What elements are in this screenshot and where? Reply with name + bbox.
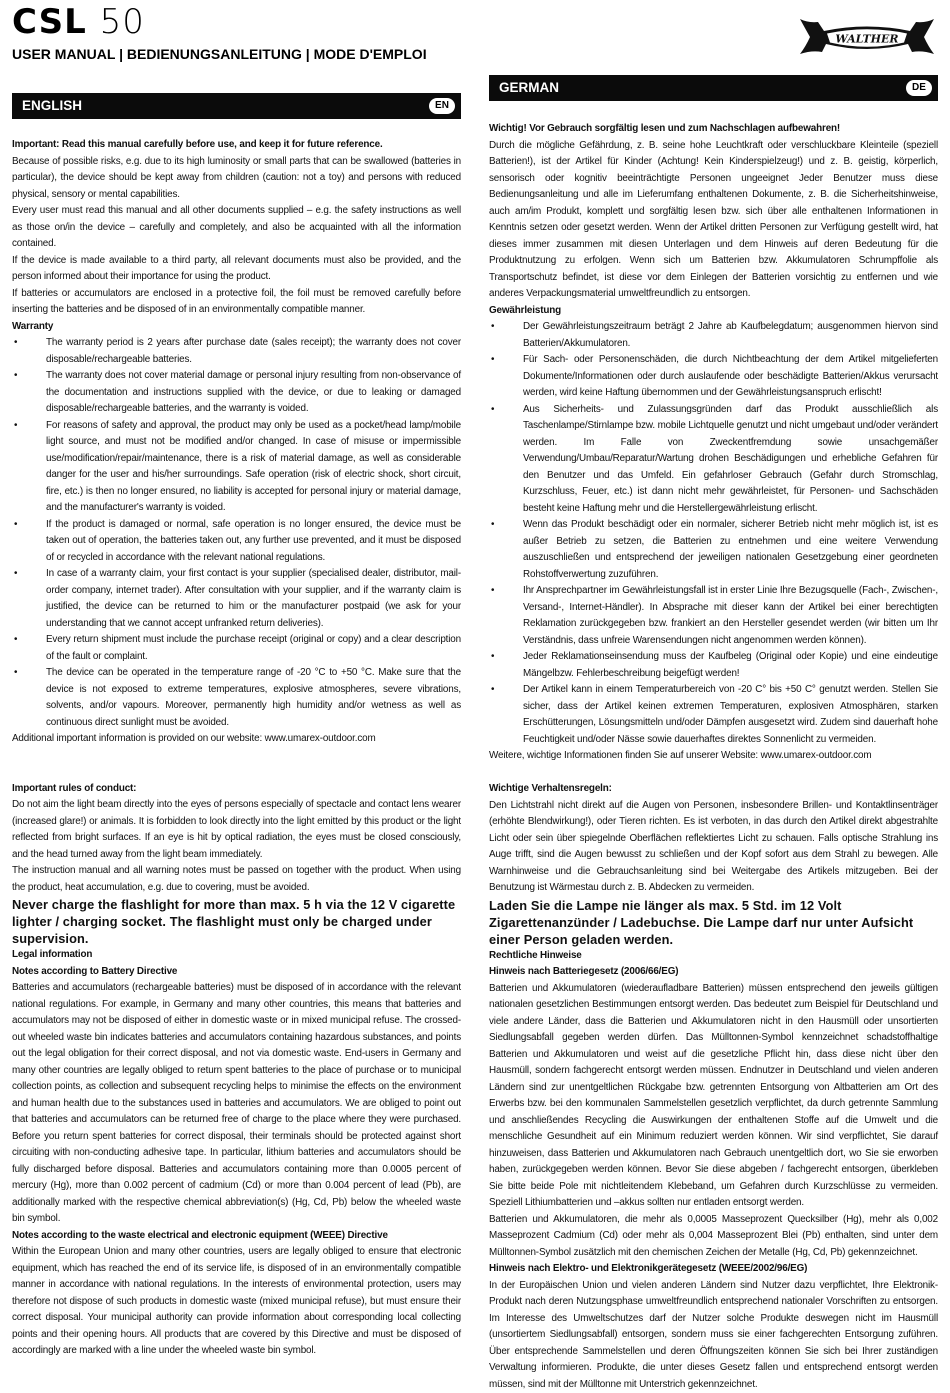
paragraph: If the device is made available to a third party, all relevant documents must also be provided, and the person informed about their importance for using the product. — [12, 253, 461, 286]
document-subtitle: USER MANUAL | BEDIENUNGSANLEITUNG | MODE D'EMPLOI — [12, 45, 427, 63]
list-item: • Every return shipment must include the purchase receipt (original or copy) and a clear description of the fault or complaint. — [12, 632, 461, 665]
german-section — [489, 75, 938, 1393]
list-item: • Wenn das Produkt beschädigt oder ein normaler, sicherer Betrieb nicht mehr möglich ist, ist es außer Betrieb zu setzen, die Batterien zu entnehmen und eine weitere Verwendung auszuschließen und entsprechend der jeweiligen nationalen Gesetzgebung einer geordneten Rohstoffverwertung zuzuführen. — [489, 517, 938, 583]
battery-heading: Hinweis nach Batteriegesetz (2006/66/EG) — [489, 964, 938, 981]
charge-warning: Laden Sie die Lampe nie länger als max. 5 Std. im 12 Volt Zigarettenanzünder / Ladebuchse. Die Lampe darf nur unter Aufsicht einer Person geladen werden. — [489, 897, 938, 948]
list-item: • The warranty period is 2 years after purchase date (sales receipt); the warranty does not cover disposable/rechargeable batteries. — [12, 335, 461, 368]
list-item: • Ihr Ansprechpartner im Gewährleistungsfall ist in erster Linie Ihre Bezugsquelle (Fach-, Zwischen-, Versand-, Internet-Händler). In Absprache mit dieser kann der Artikel bei einer berechtigten Reklamation zurückgegeben bzw. frankiert an den Hersteller gesendet werden (wir bitten um Ihr Verständnis, dass unfreie Warensendungen nicht angenommen werden können). — [489, 583, 938, 649]
paragraph: If batteries or accumulators are enclosed in a protective foil, the foil must be removed carefully before inserting the batteries and be disposed of in an environmentally compatible manner. — [12, 286, 461, 319]
conduct-heading: Important rules of conduct: — [12, 781, 461, 798]
weee-heading: Hinweis nach Elektro- und Elektronikgerätegesetz (WEEE/2002/96/EG) — [489, 1261, 938, 1278]
weee-heading: Notes according to the waste electrical and electronic equipment (WEEE) Directive — [12, 1228, 461, 1245]
paragraph: Every user must read this manual and all other documents supplied – e.g. the safety instructions as well as those on/in the device – carefully and completely, and also be acquainted with all the information contained. — [12, 203, 461, 253]
legal-heading: Legal information — [12, 947, 461, 964]
section-heading: GERMAN — [499, 80, 559, 95]
website-note: Weitere, wichtige Informationen finden Sie auf unserer Website: www.umarex-outdoor.com — [489, 748, 938, 765]
section-heading: ENGLISH — [22, 98, 82, 113]
list-item: • Der Artikel kann in einem Temperaturbereich von -20 C° bis +50 C° genutzt werden. Stellen Sie sicher, dass der Artikel keinen extremen Temperaturen, explosiven Atmosphären, starken Erschütterungen, Lösungsmitteln und/oder Dämpfen ausgesetzt wird. Zudem sind dauerhaft hohe Feuchtigkeit und/oder Nässe sowie dauerhaftes direktes Sonnenlicht zu vermeiden. — [489, 682, 938, 748]
warranty-list — [489, 319, 938, 748]
paragraph: Batterien und Akkumulatoren, die mehr als 0,0005 Masseprozent Quecksilber (Hg), mehr als 0,002 Masseprozent Cadmium (Cd) oder mehr als 0,004 Masseprozent Blei (Pb) enthalten, sind unter dem Mülltonnen-Symbol zusätzlich mit den chemischen Zeichen der Metalle (Hg, Cd, Pb) gekennzeichnet. — [489, 1212, 938, 1262]
list-item: • Aus Sicherheits- und Zulassungsgründen darf das Produkt ausschließlich als Taschenlampe/Stirnlampe bzw. mobile Lichtquelle genutzt und nicht umgebaut und/oder verändert werden. Im Falle von Zweckentfremdung sowie unsachgemäßer Verwendung/Umbau/Reparatur/Wartung drohen Beschädigungen und erhebliche Gefahren für den Benutzer und das Umfeld. Ein gefahrloser Gebrauch (Gefahr durch Stromschlag, Kurzschluss, Feuer, etc.) ist dann nicht mehr gewährleistet, für Personen- und Sachschäden besteht keine Haftung mehr und die Herstellergewährleistung erlischt. — [489, 402, 938, 518]
charge-warning: Never charge the flashlight for more than max. 5 h via the 12 V cigarette lighter / charging socket. The flashlight must only be charged under supervision. — [12, 896, 461, 947]
paragraph: Den Lichtstrahl nicht direkt auf die Augen von Personen, insbesondere Brillen- und Kontaktlinsenträger (erhöhte Blendwirkung!), oder Tieren richten. Es ist verboten, in das durch den Artikel direkt abgestrahlte Licht oder sein über spiegelnde Oberflächen reflektiertes Licht zu schauen. Falls optische Strahlung ins Auge trifft, sind die Augen bewusst zu schließen und der Kopf sofort aus dem Strahl zu bewegen. Alle Warnhinweise und die Gebrauchsanleitung sind bei Weitergabe des Artikels mitzugeben. Bei der Benutzung ist Wärmestau durch z. B. Abdecken zu vermeiden. — [489, 798, 938, 897]
warranty-list — [12, 335, 461, 731]
paragraph: The instruction manual and all warning notes must be passed on together with the product. When using the product, heat accumulation, e.g. due to covering, must be avoided. — [12, 863, 461, 896]
paragraph: Do not aim the light beam directly into the eyes of persons especially of spectacle and contact lens wearer (increased glare!) or animals. It is forbidden to look directly into the light emitted by this product or the light reflected from bright surfaces. If an eye is hit by optical radiation, the eyes must be closed consciously, and the head turned away from the light beam immediately. — [12, 797, 461, 863]
list-item: • In case of a warranty claim, your first contact is your supplier (specialised dealer, distributor, mail-order company, internet trader). After consultation with your supplier, and if the warranty claim is justified, the device can be returned to him or the manufacturer postpaid (we ask for your understanding that we cannot accept unfranked return deliveries). — [12, 566, 461, 632]
paragraph: Durch die mögliche Gefährdung, z. B. seine hohe Leuchtkraft oder verschluckbare Kleinteile (speziell Batterien!), ist der Artikel für Kinder (Achtung! Kein Kinderspielzeug!) und z. B. geistig, körperlich, sensorisch oder kognitiv beeinträchtigte Personen ungeeignet Jeder Benutzer muss diese Bedienungsanleitung und alle im Lieferumfang enthaltenen Dokumente, z. B. die Sicherheitshinweise, auch am/im Produkt, komplett und sorgfältig lesen bzw. sich über alle enthaltenen Informationen in Kenntnis setzen oder gesetzt werden. Wenn der Artikel dritten Personen zur Verfügung gestellt wird, hat dieses immer zusammen mit diesen Unterlagen und dem Hinweis auf deren Bedeutung für die Produktnutzung zu erfolgen. Wenn sich um Batterien bzw. Akkumulatoren Schrumpffolie als Transportschutz befindet, ist diese vor dem Einlegen der Batterien vorsichtig zu entfernen und wie anderes Verpackungsmaterial umweltfreundlich zu entsorgen. — [489, 138, 938, 303]
english-body — [12, 137, 461, 1360]
conduct-heading: Wichtige Verhaltensregeln: — [489, 781, 938, 798]
warranty-heading: Gewährleistung — [489, 303, 938, 320]
logo-wordmark: WALTHER — [835, 33, 898, 46]
battery-heading: Notes according to Battery Directive — [12, 964, 461, 981]
paragraph: Within the European Union and many other countries, users are legally obliged to ensure that electronic equipment, which has reached the end of its service life, is disposed of in an environmentally compatible manner in accordance with national regulations. In the interests of environmental protection, users may therefore not dispose of such products in domestic waste (mixed municipal refuse), but must ensure their correct disposal. Your municipal authority can provide information about corresponding local collecting points and their opening hours. All products that are covered by this Directive and must be disposed of accordingly are marked with a line under the wheeled waste bin symbol. — [12, 1244, 461, 1360]
warranty-heading: Warranty — [12, 319, 461, 336]
paragraph: Batterien und Akkumulatoren (wiederaufladbare Batterien) müssen entsprechend den jeweils gültigen nationalen gesetzlichen Bestimmungen entsorgt werden. Das bedeutet zum Beispiel für Deutschland und viele andere Länder, dass die Batterien und Akkumulatoren nicht in den Hausmüll oder unsortierten Siedlungsabfall gegeben werden dürfen. Das Mülltonnen-Symbol kennzeichnet schadstoffhaltige Batterien und Akkumulatoren und weist auf die gesetzliche Pflicht hin, dass diese nicht über den Hausmüll, sondern fachgerecht entsorgt werden müssen. Endnutzer in Deutschland und vielen anderen Ländern sind zur unentgeltlichen Rückgabe bzw. getrennten Entsorgung von Altbatterien am Ort des Erwerbs bzw. bei den kommunalen Sammelstellen gesetzlich verpflichtet, da durch getrennte Sammlung und anschließendes Recycling die Auswirkungen der enthaltenen Stoffe auf die Umwelt und die menschliche Gesundheit auf ein Minimum reduziert werden können. Wir sind verpflichtet, Sie darauf hinzuweisen, dass Batterien und Akkumulatoren nach Gebrauch unentgeltlich dort, wo Sie sie erworben haben, zurückgegeben werden können. Bevor Sie diese abgeben / fachgerecht entsorgen, überkleben Sie bitte beide Pole mit nichtleitendem Klebeband, um Gefahren durch Kurzschlüsse zu vermeiden. Speziell Lithiumbatterien und –akkus sollten nur entladen entsorgt werden. — [489, 981, 938, 1212]
list-item: • For reasons of safety and approval, the product may only be used as a pocket/head lamp/mobile light source, and must not be modified and/or changed. In case of misuse or impermissible use/modification/repair/maintenance, there is a risk of material damage, as well as considerable danger for the user and his/her surroundings. Safe operation (risk of electric shock, short circuit, fire, etc.) is then no longer ensured, no liability is accepted for personal injury or material damage, and the manufacturer's warranty is voided. — [12, 418, 461, 517]
language-badge: EN — [429, 98, 455, 114]
paragraph: In der Europäischen Union und vielen anderen Ländern sind Nutzer dazu verpflichtet, Ihre Elektronik-Produkt nach deren Nutzungsphase umweltfreundlich entsprechend nationaler Vorschriften zu entsorgen. Im Interesse des Umweltschutzes darf der Nutzer solche Produkte deswegen nicht im Hausmüll (unsortiertem Siedlungsabfall) entsorgen, sondern muss sie einer fachgerechten Entsorgung zuführen. Über entsprechende Sammelstellen und deren Öffnungszeiten können Sie sich bei Ihrer zuständigen Verwaltung informieren. Produkte, die unter dieses Gesetz fallen und entsprechend entsorgt werden müssen, sind mit der Mülltonne mit Unterstrich gekennzeichnet. — [489, 1278, 938, 1393]
list-item: • Jeder Reklamationseinsendung muss der Kaufbeleg (Original oder Kopie) und eine eindeutige Mängelbzw. Fehlerbeschreibung beigefügt werden! — [489, 649, 938, 682]
important-heading: Important: Read this manual carefully before use, and keep it for future reference. — [12, 137, 461, 154]
list-item: • If the product is damaged or normal, safe operation is no longer ensured, the device must be taken out of operation, the batteries taken out, any further use prevented, and it must be disposed of or recycled in accordance with the relevant national regulations. — [12, 517, 461, 567]
section-bar-english — [12, 93, 461, 119]
list-item: • The device can be operated in the temperature range of -20 °C to +50 °C. Make sure that the device is not exposed to extreme temperatures, explosive atmospheres, severe vibrations, solvents, and/or vapours. Moreover, permanently high humidity and/or wetness as well as continuous direct sunlight must be avoided. — [12, 665, 461, 731]
title-model-name: CSL — [12, 2, 87, 42]
walther-logo — [798, 14, 936, 60]
paragraph: Because of possible risks, e.g. due to its high luminosity or small parts that can be swallowed (batteries in particular), the device should be kept away from children (caution: not a toy) and persons with reduced physical, sensory or mental capabilities. — [12, 154, 461, 204]
document-title — [12, 2, 145, 42]
title-model-number: 50 — [100, 2, 145, 42]
list-item: • The warranty does not cover material damage or personal injury resulting from non-observance of the documentation and instructions supplied with the device, or due to leaking or damaged disposable/rechargeable batteries, and the warranty is voided. — [12, 368, 461, 418]
legal-heading: Rechtliche Hinweise — [489, 948, 938, 965]
section-bar-german — [489, 75, 938, 101]
list-item: • Für Sach- oder Personenschäden, die durch Nichtbeachtung der dem Artikel mitgelieferten Dokumente/Informationen oder durch auslaufende oder beschädigte Batterien/Akkus verursacht werden, wird keine Haftung übernommen und der Gewährleistungsanspruch erlischt! — [489, 352, 938, 402]
website-note: Additional important information is provided on our website: www.umarex-outdoor.com — [12, 731, 461, 748]
language-badge: DE — [906, 80, 932, 96]
english-section — [12, 93, 461, 1360]
paragraph: Batteries and accumulators (rechargeable batteries) must be disposed of in accordance with the relevant national regulations. For example, in Germany and many other countries, this means that batteries and accumulators may not be disposed of either in domestic waste or in mixed municipal refuse. The crossed-out wheeled waste bin indicates batteries and accumulators containing hazardous substances, and points out the legal obligation for their correct disposal, and not via domestic waste. End-users in Germany and many other countries are legally obliged to return spent batteries to the place of purchase or to municipal collection points, as collection and subsequent recycling helps to minimise the effects on the environment and human health due to the substances used in batteries and accumulators. We are obliged to point out that batteries and accumulators can be returned free of charge to the place where they were purchased. Before you return spent batteries for correct disposal, their terminals should be protected against short circuiting with non-conducting adhesive tape. In particular, lithium batteries and accumulators should be fully discharged before disposal. Batteries and accumulators containing more than 0.0005 percent of mercury (Hg), more than 0.002 percent of cadmium (Cd) or more than 0.004 percent of lead (Pb), are additionally marked with the respective chemical abbreviation(s) (Hg, Cd, Pb) below the wheeled waste bin symbol. — [12, 980, 461, 1228]
german-body — [489, 121, 938, 1393]
list-item: • Der Gewährleistungszeitraum beträgt 2 Jahre ab Kaufbelegdatum; ausgenommen hiervon sind Batterien/Akkumulatoren. — [489, 319, 938, 352]
important-heading: Wichtig! Vor Gebrauch sorgfältig lesen und zum Nachschlagen aufbewahren! — [489, 121, 938, 138]
